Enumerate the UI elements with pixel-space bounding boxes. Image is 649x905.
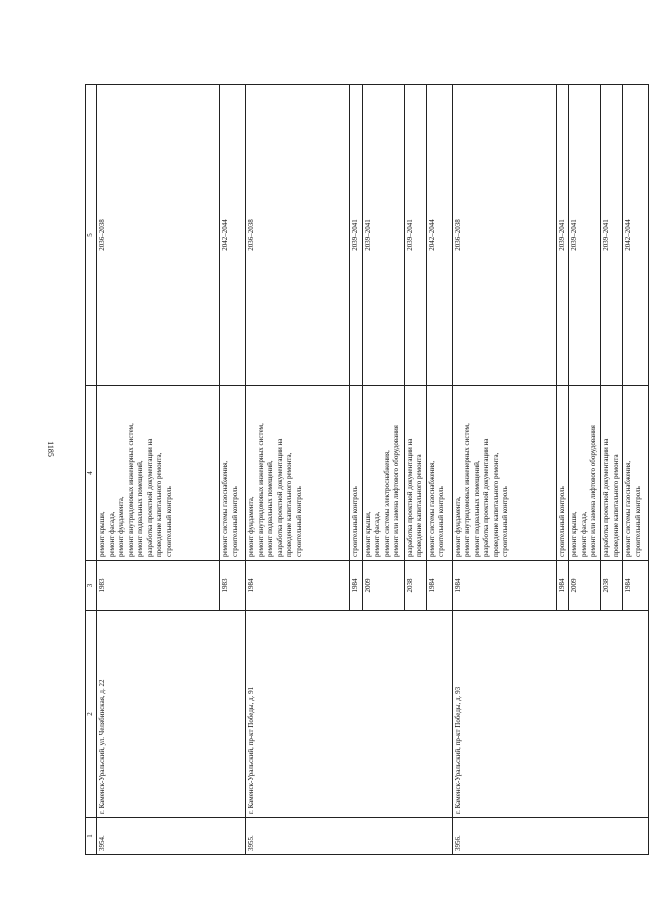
address-cell: г. Каменск-Уральский, пр-кт Победы, д. 91 <box>246 611 453 818</box>
works-cell <box>220 386 246 561</box>
header-cell-5: 5 <box>86 85 97 386</box>
row-number-cell: 3955. <box>246 818 453 855</box>
year-cell: 2009 <box>569 561 601 611</box>
page-number: 1185 <box>46 441 55 457</box>
rotated-table-container <box>85 85 642 855</box>
work-item: строительный контроль <box>633 486 642 557</box>
work-item: ремонт или замена лифтового оборудования <box>589 425 597 557</box>
address-cell: г. Каменск-Уральский, ул. Челябинская, д. 22 <box>97 611 246 818</box>
period-cell: 2042–2044 <box>623 85 649 386</box>
work-item: ремонт внутридомовых инженерных систем, <box>463 423 471 557</box>
work-item: разработка проектной документации на <box>145 438 154 557</box>
work-item: ремонт подвальных помещений, <box>472 460 481 557</box>
year-cell: 1984 <box>556 561 569 611</box>
year-cell: 2038 <box>601 561 623 611</box>
year-cell: 2009 <box>362 561 404 611</box>
period-cell: 2039–2041 <box>362 85 404 386</box>
works-cell <box>404 386 426 561</box>
work-item: ремонт системы электроснабжения, <box>382 450 391 557</box>
work-item: проведение капитального ремонта, <box>491 452 500 557</box>
year-cell: 1983 <box>220 561 246 611</box>
work-item: ремонт подвальных помещений, <box>266 460 274 557</box>
work-item: ремонт системы газоснабжения, <box>221 460 229 557</box>
work-item: ремонт фасада, <box>579 511 588 557</box>
work-item: ремонт внутридомовых инженерных систем, <box>126 423 135 557</box>
work-item: ремонт системы газоснабжения, <box>624 460 632 557</box>
table-header-row <box>86 85 97 855</box>
table-row <box>246 85 350 855</box>
work-item: разработка проектной документации на <box>405 438 414 557</box>
work-item: разработка проектной документации на <box>482 438 490 557</box>
works-cell <box>97 386 220 561</box>
period-cell: 2039–2041 <box>556 85 569 386</box>
work-item: ремонт системы газоснабжения, <box>427 460 436 557</box>
works-cell <box>623 386 649 561</box>
period-cell: 2039–2041 <box>601 85 623 386</box>
period-cell: 2039–2041 <box>404 85 426 386</box>
period-cell: 2039–2041 <box>350 85 363 386</box>
repair-schedule-table <box>85 84 649 855</box>
year-cell: 1984 <box>452 561 556 611</box>
work-item: ремонт фасада, <box>107 511 116 557</box>
work-item: ремонт фасада, <box>373 511 381 557</box>
works-cell <box>246 386 350 561</box>
period-cell: 2036–2038 <box>452 85 556 386</box>
work-item: ремонт крыши, <box>363 511 372 557</box>
header-cell-2: 2 <box>86 611 97 818</box>
work-item: ремонт фундамента, <box>453 496 462 557</box>
work-item: ремонт подвальных помещений, <box>136 460 144 557</box>
work-item: ремонт или замена лифтового оборудования <box>392 425 400 557</box>
works-cell <box>426 386 452 561</box>
works-cell <box>556 386 569 561</box>
year-cell: 1983 <box>97 561 220 611</box>
work-item: ремонт фундамента, <box>117 496 125 557</box>
work-item: проведение капитального ремонта <box>415 454 423 557</box>
work-item: проведение капитального ремонта, <box>285 452 293 557</box>
period-cell: 2042–2044 <box>426 85 452 386</box>
row-number-cell: 3954. <box>97 818 246 855</box>
year-cell: 2038 <box>404 561 426 611</box>
work-item: строительный контроль <box>351 486 359 557</box>
row-number-cell: 3956. <box>452 818 649 855</box>
period-cell: 2039–2041 <box>569 85 601 386</box>
work-item: строительный контроль <box>230 486 239 557</box>
period-cell: 2036–2038 <box>97 85 220 386</box>
table-body <box>86 85 649 855</box>
work-item: проведение капитального ремонта, <box>155 452 163 557</box>
work-item: разработка проектной документации на <box>602 438 610 557</box>
work-item: ремонт внутридомовых инженерных систем, <box>256 423 265 557</box>
works-cell <box>569 386 601 561</box>
work-item: ремонт фундамента, <box>247 496 255 557</box>
work-item: строительный контроль <box>164 486 173 557</box>
work-item: проведение капитального ремонта <box>611 454 620 557</box>
work-item: строительный контроль <box>501 486 509 557</box>
table-row <box>452 85 556 855</box>
address-cell: г. Каменск-Уральский, пр-кт Победы, д. 93 <box>452 611 649 818</box>
works-cell <box>362 386 404 561</box>
period-cell: 2036–2038 <box>246 85 350 386</box>
work-item: разработка проектной документации на <box>275 438 284 557</box>
table-row <box>97 85 220 855</box>
header-cell-1: 1 <box>86 818 97 855</box>
header-cell-3: 3 <box>86 561 97 611</box>
work-item: строительный контроль <box>294 486 303 557</box>
year-cell: 1984 <box>246 561 350 611</box>
year-cell: 1984 <box>623 561 649 611</box>
works-cell <box>601 386 623 561</box>
work-item: строительный контроль <box>437 486 445 557</box>
work-item: строительный контроль <box>557 486 566 557</box>
header-cell-4: 4 <box>86 386 97 561</box>
period-cell: 2042–2044 <box>220 85 246 386</box>
work-item: ремонт крыши, <box>570 511 578 557</box>
works-cell <box>452 386 556 561</box>
year-cell: 1984 <box>350 561 363 611</box>
works-cell <box>350 386 363 561</box>
year-cell: 1984 <box>426 561 452 611</box>
work-item: ремонт крыши, <box>98 511 106 557</box>
